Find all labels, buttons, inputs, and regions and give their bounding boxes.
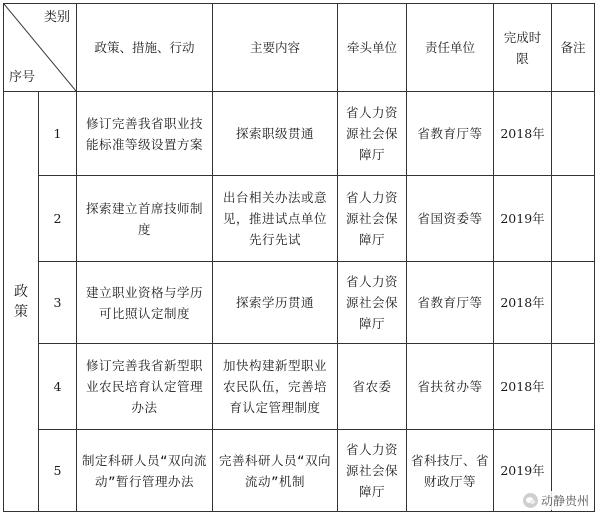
header-resp-unit: 责任单位 [407, 4, 494, 92]
row-number: 5 [39, 430, 77, 512]
lead-unit-cell: 省人力资源社会保障厅 [338, 176, 407, 262]
resp-unit-cell: 省教育厅等 [407, 262, 494, 344]
resp-unit-cell: 省教育厅等 [407, 92, 494, 176]
policy-cell: 修订完善我省新型职业农民培育认定管理办法 [77, 344, 213, 430]
policy-cell: 探索建立首席技师制度 [77, 176, 213, 262]
header-content: 主要内容 [213, 4, 338, 92]
lead-unit-cell: 省人力资源社会保障厅 [338, 262, 407, 344]
table-row [4, 262, 595, 344]
lead-unit-cell: 省人力资源社会保障厅 [338, 92, 407, 176]
header-category-label: 类别 [43, 10, 70, 25]
table-row [4, 176, 595, 262]
table-row [4, 430, 595, 512]
content-cell: 完善科研人员“双向流动”机制 [213, 430, 338, 512]
content-cell: 出台相关办法或意见，推进试点单位先行先试 [213, 176, 338, 262]
category-cell [4, 92, 39, 512]
deadline-cell: 2019年 [494, 430, 552, 512]
row-number: 1 [39, 92, 77, 176]
wechat-icon [523, 493, 538, 508]
header-policy: 政策、措施、行动 [77, 4, 213, 92]
table-header-row [4, 4, 595, 92]
policy-cell: 建立职业资格与学历可比照认定制度 [77, 262, 213, 344]
header-deadline: 完成时限 [494, 4, 552, 92]
category-label: 政策 [14, 283, 28, 320]
content-cell: 加快构建新型职业农民队伍，完善培育认定管理制度 [213, 344, 338, 430]
watermark [520, 491, 592, 510]
content-cell: 探索职级贯通 [213, 92, 338, 176]
resp-unit-cell: 省扶贫办等 [407, 344, 494, 430]
header-lead-unit: 牵头单位 [338, 4, 407, 92]
row-number: 3 [39, 262, 77, 344]
deadline-cell: 2018年 [494, 344, 552, 430]
policy-cell: 修订完善我省职业技能标准等级设置方案 [77, 92, 213, 176]
resp-unit-cell: 省科技厅、省财政厅等 [407, 430, 494, 512]
lead-unit-cell: 省农委 [338, 344, 407, 430]
policy-cell: 制定科研人员“双向流动”暂行管理办法 [77, 430, 213, 512]
remark-cell [552, 262, 595, 344]
row-number: 2 [39, 176, 77, 262]
policy-table [3, 3, 595, 512]
remark-cell [552, 176, 595, 262]
lead-unit-cell: 省人力资源社会保障厅 [338, 430, 407, 512]
deadline-cell: 2018年 [494, 262, 552, 344]
header-remark: 备注 [552, 4, 595, 92]
table-row [4, 344, 595, 430]
deadline-cell: 2018年 [494, 92, 552, 176]
row-number: 4 [39, 344, 77, 430]
content-cell: 探索学历贯通 [213, 262, 338, 344]
deadline-cell: 2019年 [494, 176, 552, 262]
remark-cell [552, 92, 595, 176]
remark-cell [552, 344, 595, 430]
header-seq-label: 序号 [9, 70, 36, 85]
watermark-text: 动静贵州 [540, 494, 589, 508]
table-row [4, 92, 595, 176]
diagonal-header-cell [4, 4, 77, 92]
resp-unit-cell: 省国资委等 [407, 176, 494, 262]
